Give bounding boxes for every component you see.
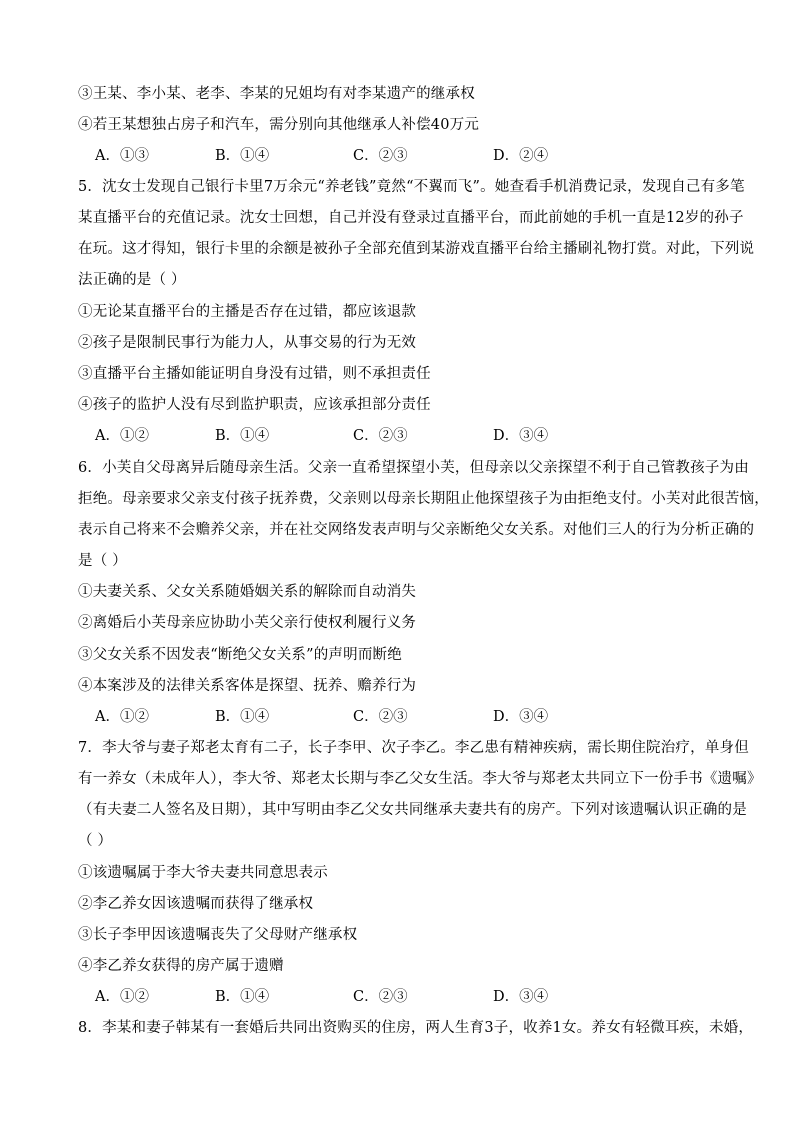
- q6-item-4: ④本案涉及的法律关系客体是探望、抚养、赡养行为: [78, 678, 417, 694]
- q8-stem-line-1: 8．李某和妻子韩某有一套婚后共同出资购买的住房，两人生育3子，收养1女。养女有轻微耳疾，未婚，: [78, 1020, 754, 1036]
- q6-option-a[interactable]: A．①②: [95, 709, 149, 725]
- q5-option-b[interactable]: B．①④: [215, 428, 270, 444]
- q4-option-d[interactable]: D．②④: [493, 148, 549, 164]
- q4-option-b[interactable]: B．①④: [215, 148, 270, 164]
- q6-stem-line-3: 表示自己将来不会赡养父亲，并在社交网络发表声明与父亲断绝父女关系。对他们三人的行为分析正确的: [78, 522, 755, 538]
- q5-option-c[interactable]: C．②③: [353, 428, 408, 444]
- q5-item-4: ④孩子的监护人没有尽到监护职责，应该承担部分责任: [78, 397, 431, 413]
- q7-item-3: ③长子李甲因该遗嘱丧失了父母财产继承权: [78, 927, 358, 943]
- q4-item-3: ③王某、李小某、老李、李某的兄姐均有对李某遗产的继承权: [78, 86, 475, 102]
- q6-item-1: ①夫妻关系、父女关系随婚姻关系的解除而自动消失: [78, 584, 417, 600]
- q7-option-b[interactable]: B．①④: [215, 989, 270, 1005]
- q5-stem-line-3: 在玩。这才得知，银行卡里的余额是被孙子全部充值到某游戏直播平台给主播刷礼物打赏。对此，下列说: [78, 241, 755, 257]
- q7-option-d[interactable]: D．③④: [493, 989, 549, 1005]
- q6-option-d[interactable]: D．③④: [493, 709, 549, 725]
- q5-option-d[interactable]: D．③④: [493, 428, 549, 444]
- q6-item-3: ③父女关系不因发表“断绝父女关系”的声明而断绝: [78, 647, 402, 663]
- q7-item-1: ①该遗嘱属于李大爷夫妻共同意思表示: [78, 865, 328, 881]
- q5-stem-line-2: 某直播平台的充值记录。沈女士回想，自己并没有登录过直播平台，而此前她的手机一直是12岁的孙子: [78, 210, 744, 226]
- q6-options: [95, 708, 735, 726]
- q5-item-1: ①无论某直播平台的主播是否存在过错，都应该退款: [78, 304, 417, 320]
- q5-stem-line-4: 法正确的是（ ）: [78, 272, 186, 288]
- q7-stem-line-3: （有夫妻二人签名及日期），其中写明由李乙父女共同继承夫妻共有的房产。下列对该遗嘱认识正确的是: [78, 802, 747, 818]
- q6-stem-line-2: 拒绝。母亲要求父亲支付孩子抚养费，父亲则以母亲长期阻止他探望孩子为由拒绝支付。小芙对此很苦恼，: [78, 491, 769, 507]
- q5-item-2: ②孩子是限制民事行为能力人，从事交易的行为无效: [78, 335, 417, 351]
- q7-option-a[interactable]: A．①②: [95, 989, 149, 1005]
- q4-option-a[interactable]: A．①③: [95, 148, 149, 164]
- q4-item-4: ④若王某想独占房子和汽车，需分别向其他继承人补偿40万元: [78, 117, 480, 133]
- q5-item-3: ③直播平台主播如能证明自身没有过错，则不承担责任: [78, 366, 431, 382]
- q6-option-b[interactable]: B．①④: [215, 709, 270, 725]
- q5-stem-line-1: 5．沈女士发现自己银行卡里7万余元“养老钱”竟然“不翼而飞”。她查看手机消费记录，发现自己有多笔: [78, 179, 745, 195]
- q5-option-a[interactable]: A．①②: [95, 428, 149, 444]
- q7-stem-line-4: （ ）: [78, 833, 113, 849]
- q6-option-c[interactable]: C．②③: [353, 709, 408, 725]
- q6-stem-line-4: 是（ ）: [78, 553, 127, 569]
- q6-item-2: ②离婚后小芙母亲应协助小芙父亲行使权利履行义务: [78, 615, 417, 631]
- q4-option-c[interactable]: C．②③: [353, 148, 408, 164]
- q7-option-c[interactable]: C．②③: [353, 989, 408, 1005]
- q7-options: [95, 988, 735, 1006]
- q4-options: [95, 147, 735, 165]
- q5-options: [95, 427, 735, 445]
- q7-item-2: ②李乙养女因该遗嘱而获得了继承权: [78, 896, 314, 912]
- q7-stem-line-1: 7．李大爷与妻子郑老太育有二子，长子李甲、次子李乙。李乙患有精神疾病，需长期住院治疗，单身但: [78, 740, 749, 756]
- q7-item-4: ④李乙养女获得的房产属于遗赠: [78, 958, 284, 974]
- q6-stem-line-1: 6．小芙自父母离异后随母亲生活。父亲一直希望探望小芙，但母亲以父亲探望不利于自己管教孩子为由: [78, 460, 749, 476]
- q7-stem-line-2: 有一养女（未成年人），李大爷、郑老太长期与李乙父女生活。李大爷与郑老太共同立下一份手书《遗嘱》: [78, 771, 762, 787]
